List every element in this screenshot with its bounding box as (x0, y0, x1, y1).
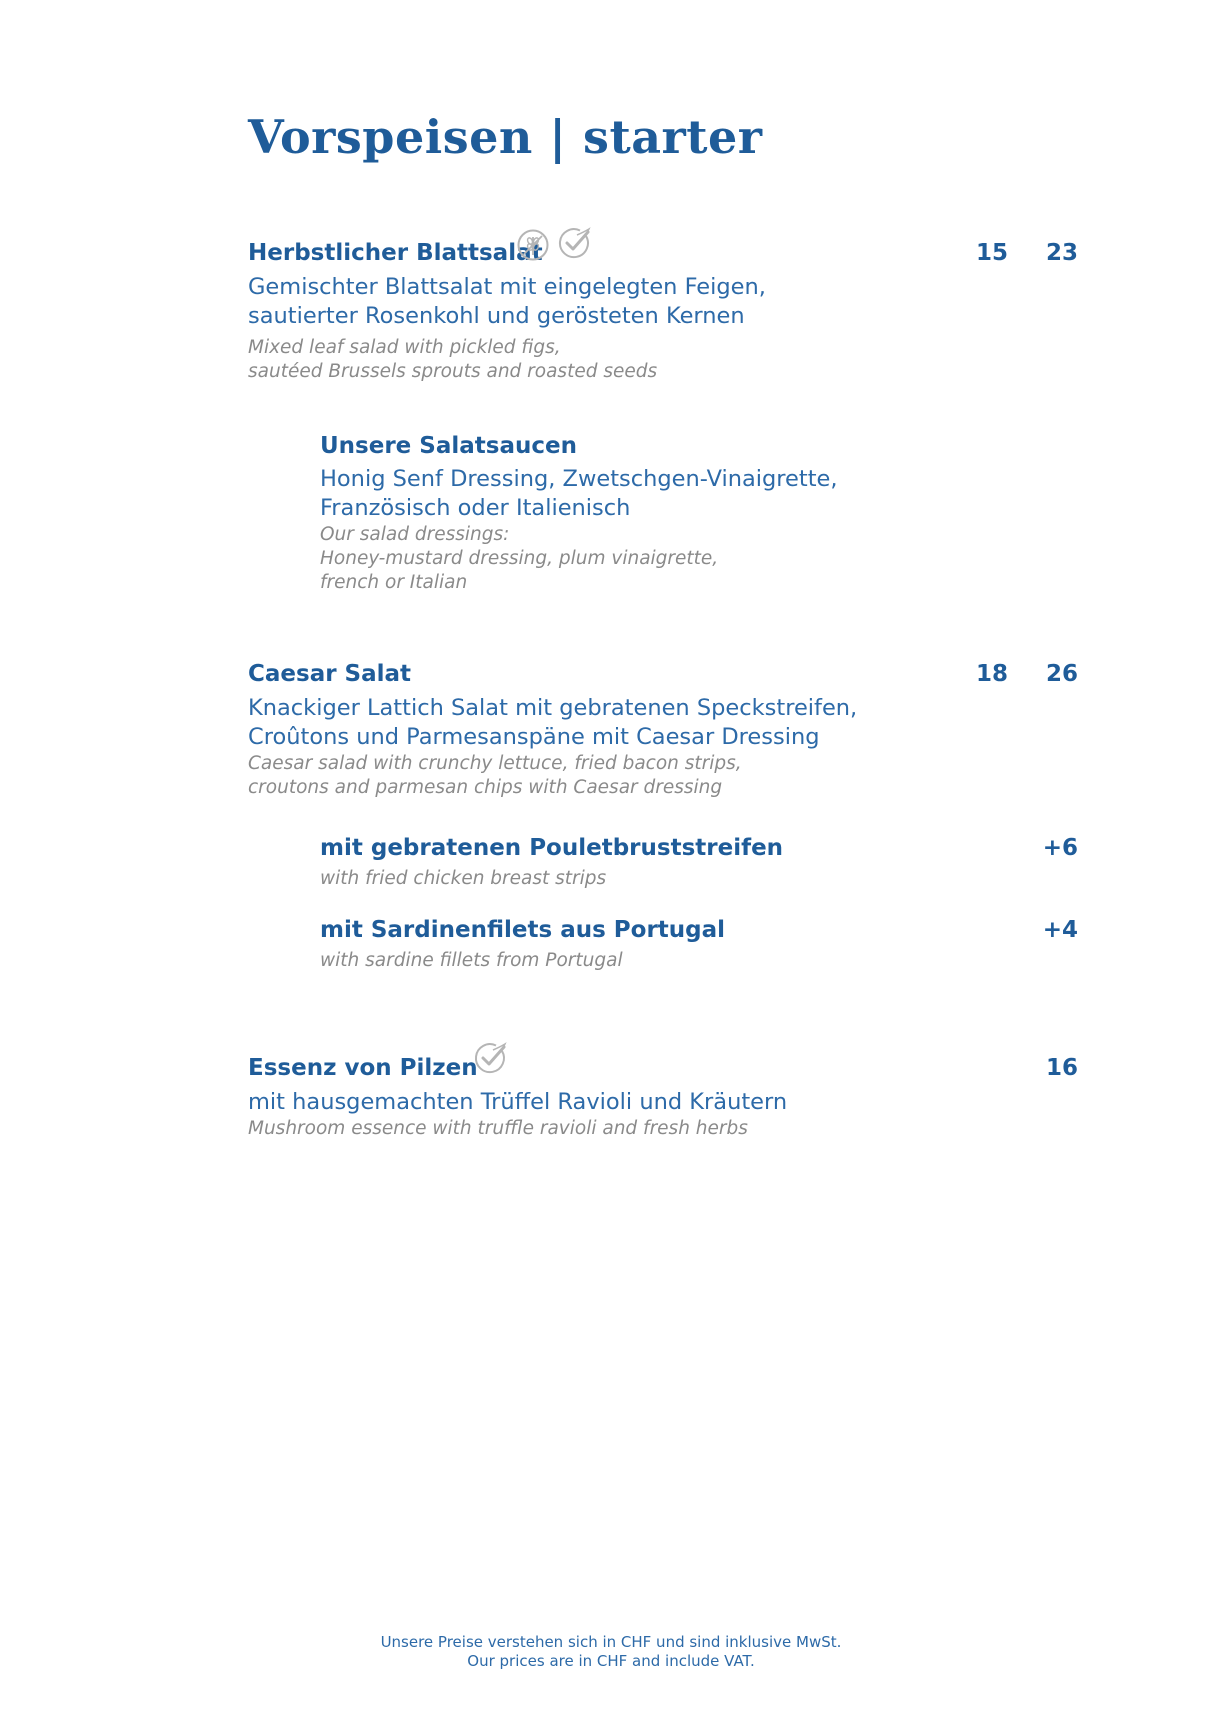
desc-line: Gemischter Blattsalat mit eingelegten Feigen, (248, 274, 766, 300)
item-description-en (248, 752, 742, 800)
desc-line: Knackiger Lattich Salat mit gebratenen Speckstreifen, (248, 695, 858, 721)
vegetarian-icon (558, 226, 592, 260)
page-title: Vorspeisen | starter (248, 110, 763, 164)
price-note-footer (0, 1633, 1222, 1671)
desc-line: Caesar salad with crunchy lettuce, fried bacon strips, (248, 753, 742, 774)
vegetarian-icon (474, 1041, 508, 1075)
footer-line-en: Our prices are in CHF and include VAT. (467, 1652, 755, 1670)
desc-line: sautéed Brussels sprouts and roasted seeds (248, 361, 658, 382)
item-description-de (248, 273, 766, 331)
desc-line: Französisch oder Italienisch (320, 495, 631, 521)
desc-line: Honig Senf Dressing, Zwetschgen-Vinaigrette, (320, 466, 838, 492)
desc-line: Honey-mustard dressing, plum vinaigrette, (320, 548, 719, 569)
item-description-de (320, 465, 838, 523)
addon-price: +6 (1042, 835, 1078, 861)
desc-line: french or Italian (320, 572, 468, 593)
item-price-large: 26 (1045, 661, 1078, 687)
addon-price: +4 (1042, 917, 1078, 943)
item-price-small: 15 (975, 240, 1008, 266)
gluten-free-icon (516, 228, 550, 262)
footer-line-de: Unsere Preise verstehen sich in CHF und sind inklusive MwSt. (380, 1633, 842, 1651)
addon-description-en: with sardine fillets from Portugal (320, 950, 623, 971)
item-price-small: 18 (975, 661, 1008, 687)
item-description-en: Mushroom essence with truffle ravioli and fresh herbs (248, 1118, 748, 1139)
desc-line: Mixed leaf salad with pickled figs, (248, 337, 561, 358)
item-name: Essenz von Pilzen (248, 1055, 478, 1081)
item-description-de (248, 694, 857, 752)
item-description-en (320, 523, 718, 595)
item-price: 16 (1045, 1055, 1078, 1081)
addon-name: mit gebratenen Pouletbruststreifen (320, 835, 784, 861)
desc-line: sautierter Rosenkohl und gerösteten Kernen (248, 303, 745, 329)
addon-name: mit Sardinenfilets aus Portugal (320, 917, 726, 943)
desc-line: croutons and parmesan chips with Caesar dressing (248, 777, 723, 798)
item-description-de: mit hausgemachten Trüffel Ravioli und Kräutern (248, 1089, 788, 1115)
item-price-large: 23 (1045, 240, 1078, 266)
item-name: Unsere Salatsaucen (320, 433, 577, 459)
desc-line: Our salad dressings: (320, 524, 510, 545)
addon-description-en: with fried chicken breast strips (320, 868, 607, 889)
desc-line: Croûtons und Parmesanspäne mit Caesar Dressing (248, 724, 820, 750)
item-description-en (248, 336, 657, 384)
item-name: Caesar Salat (248, 661, 412, 687)
item-name: Herbstlicher Blattsalat (248, 240, 543, 266)
